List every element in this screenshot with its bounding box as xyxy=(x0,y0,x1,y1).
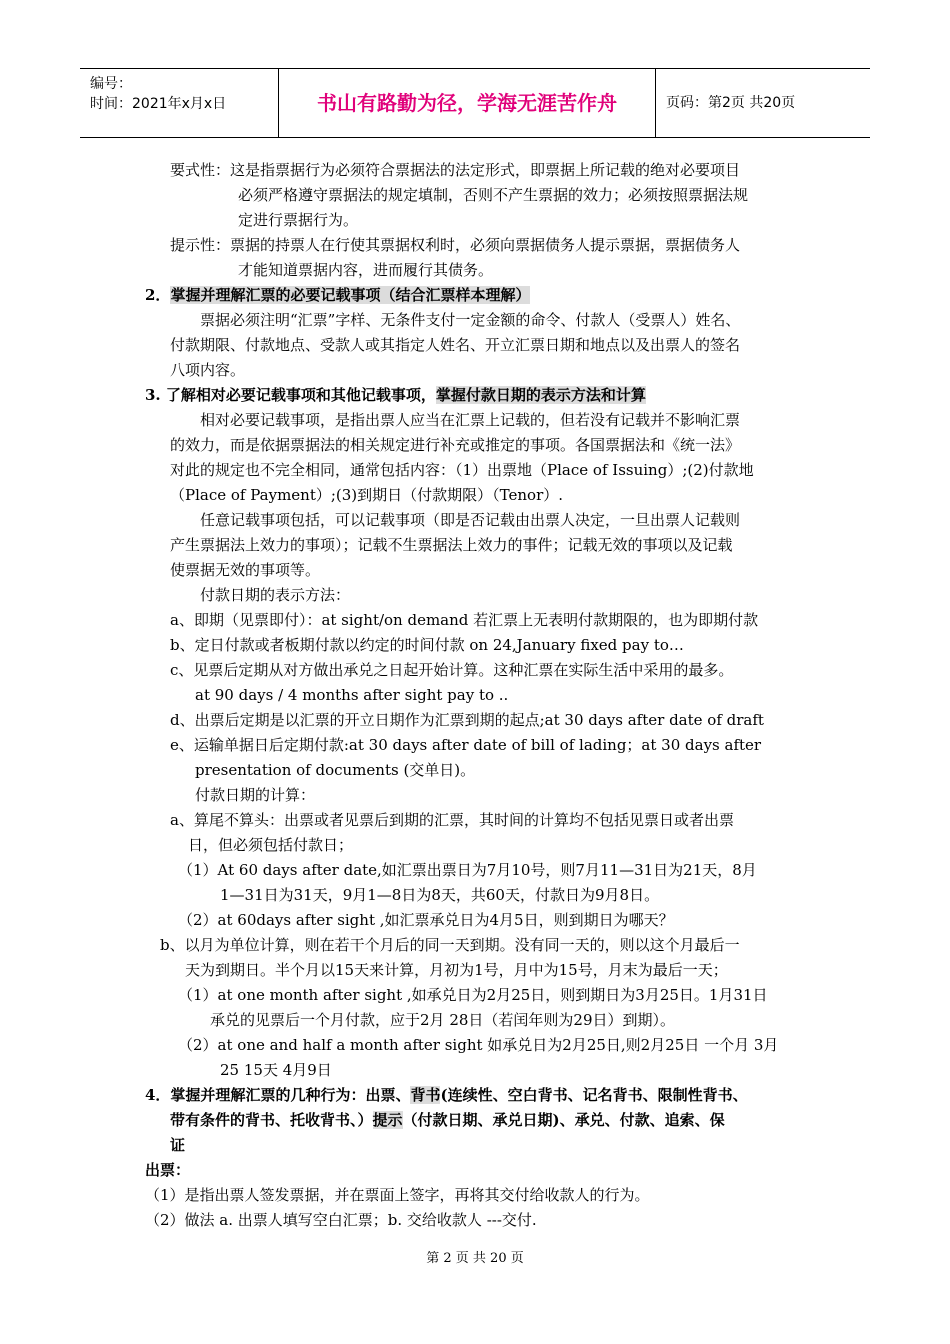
text-line: a、算尾不算头：出票或者见票后到期的汇票，其时间的计算均不包括见票日或者出票 xyxy=(170,811,734,829)
section-heading-4-end: 证 xyxy=(170,1136,186,1154)
section-title-part: (连续性、空白背书、记名背书、限制性背书、 xyxy=(440,1086,748,1104)
text-line: 使票据无效的事项等。 xyxy=(170,561,321,579)
text-line: 日，但必须包括付款日； xyxy=(188,836,354,854)
text-line: （2）做法 a. 出票人填写空白汇票；b. 交给收款人 ---交付. xyxy=(145,1211,537,1229)
text-line: 的效力，而是依据票据法的相关规定进行补充或推定的事项。各国票据法和《统一法》 xyxy=(170,436,741,454)
section-heading-3 xyxy=(145,385,646,405)
text-line: 承兑的见票后一个月付款，应于2月 28日（若闰年则为29日）到期）。 xyxy=(210,1011,675,1029)
text-line: b、定日付款或者板期付款以约定的时间付款 on 24,January fixed pay to… xyxy=(170,636,684,654)
section-title: 掌握并理解汇票的必要记载事项（结合汇票样本理解） xyxy=(170,286,531,304)
section-title-part: 3. 了解相对必要记载事项和其他记载事项， xyxy=(145,386,436,404)
text-line: （2）at one and half a month after sight 如承兑日为2月25日,则2月25日 一个月 3月 xyxy=(178,1036,779,1054)
text-line: 才能知道票据内容，进而履行其债务。 xyxy=(238,261,494,279)
text-line: 1—31日为31天，9月1—8日为8天，共60天，付款日为9月8日。 xyxy=(220,886,660,904)
text-line: 票据必须注明“汇票”字样、无条件支付一定金额的命令、付款人（受票人）姓名、 xyxy=(200,311,741,329)
text-line: at 90 days / 4 months after sight pay to .. xyxy=(195,686,509,704)
text-line: e、运输单据日后定期付款:at 30 days after date of bill of lading；at 30 days after xyxy=(170,736,762,754)
text-line: 提示性：票据的持票人在行使其票据权利时，必须向票据债务人提示票据，票据债务人 xyxy=(170,236,741,254)
text-line: 付款期限、付款地点、受款人或其指定人姓名、开立汇票日期和地点以及出票人的签名 xyxy=(170,336,741,354)
page-header xyxy=(80,68,870,138)
section-title-highlight: 掌握付款日期的表示方法和计算 xyxy=(435,386,646,404)
text-line: 要式性：这是指票据行为必须符合票据法的法定形式，即票据上所记载的绝对必要项目 xyxy=(170,161,741,179)
section-heading-2 xyxy=(145,285,530,305)
text-line: d、出票后定期是以汇票的开立日期作为汇票到期的起点;at 30 days after date of draft xyxy=(170,711,764,729)
section-heading-4-cont xyxy=(170,1110,725,1130)
section-title-part: （付款日期、承兑日期)、承兑、付款、追索、保 xyxy=(402,1111,725,1129)
text-line: 付款日期的计算： xyxy=(195,786,316,804)
subheading-issuing: 出票： xyxy=(145,1161,191,1179)
text-line: （1）是指出票人签发票据，并在票面上签字，再将其交付给收款人的行为。 xyxy=(145,1186,650,1204)
text-line: b、以月为单位计算，则在若干个月后的同一天到期。没有同一天的，则以这个月最后一 xyxy=(160,936,740,954)
text-line: 必须严格遵守票据法的规定填制，否则不产生票据的效力；必须按照票据法规 xyxy=(238,186,749,204)
section-heading-4 xyxy=(145,1085,748,1105)
text-line: （1）at one month after sight ,如承兑日为2月25日，则到期日为3月25日。1月31日 xyxy=(178,986,768,1004)
section-title-part: 4．掌握并理解汇票的几种行为：出票、 xyxy=(145,1086,411,1104)
text-line: （1）At 60 days after date,如汇票出票日为7月10号，则7月11—31日为21天，8月 xyxy=(178,861,757,879)
section-title-highlight: 提示 xyxy=(372,1111,403,1129)
text-line: presentation of documents (交单日)。 xyxy=(195,761,476,779)
text-line: 八项内容。 xyxy=(170,361,246,379)
page-footer: 第 2 页 共 20 页 xyxy=(426,1251,524,1266)
number-label: 编号： xyxy=(90,76,132,92)
text-line: 定进行票据行为。 xyxy=(238,211,359,229)
text-line: c、见票后定期从对方做出承兑之日起开始计算。这种汇票在实际生活中采用的最多。 xyxy=(170,661,734,679)
text-line: 对此的规定也不完全相同，通常包括内容：（1）出票地（Place of Issuing）;(2)付款地 xyxy=(170,461,754,479)
header-motto: 书山有路勤为径，学海无涯苦作舟 xyxy=(279,69,656,137)
time-label: 时间：2021年x月x日 xyxy=(90,96,227,112)
section-title-highlight: 背书 xyxy=(410,1086,441,1104)
text-line: 25 15天 4月9日 xyxy=(220,1061,332,1079)
text-line: （2）at 60days after sight ,如汇票承兑日为4月5日，则到期日为哪天？ xyxy=(178,911,674,929)
text-line: a、即期（见票即付）：at sight/on demand 若汇票上无表明付款期限的，也为即期付款 xyxy=(170,611,759,629)
text-line: 天为到期日。半个月以15天来计算，月初为1号，月中为15号，月末为最后一天； xyxy=(185,961,728,979)
header-page-info: 页码：第2页 共20页 xyxy=(666,95,796,111)
text-line: 任意记载事项包括，可以记载事项（即是否记载由出票人决定，一旦出票人记载则 xyxy=(200,511,741,529)
text-line: 产生票据法上效力的事项）；记载不生票据法上效力的事件；记载无效的事项以及记载 xyxy=(170,536,733,554)
header-left-cell xyxy=(80,69,279,137)
text-line: 付款日期的表示方法： xyxy=(200,586,351,604)
text-line: （Place of Payment）;(3)到期日（付款期限）（Tenor）. xyxy=(170,486,564,504)
section-number: 2． xyxy=(145,286,171,304)
section-title-part: 带有条件的背书、托收背书、） xyxy=(170,1111,373,1129)
text-line: 相对必要记载事项，是指出票人应当在汇票上记载的，但若没有记载并不影响汇票 xyxy=(200,411,741,429)
